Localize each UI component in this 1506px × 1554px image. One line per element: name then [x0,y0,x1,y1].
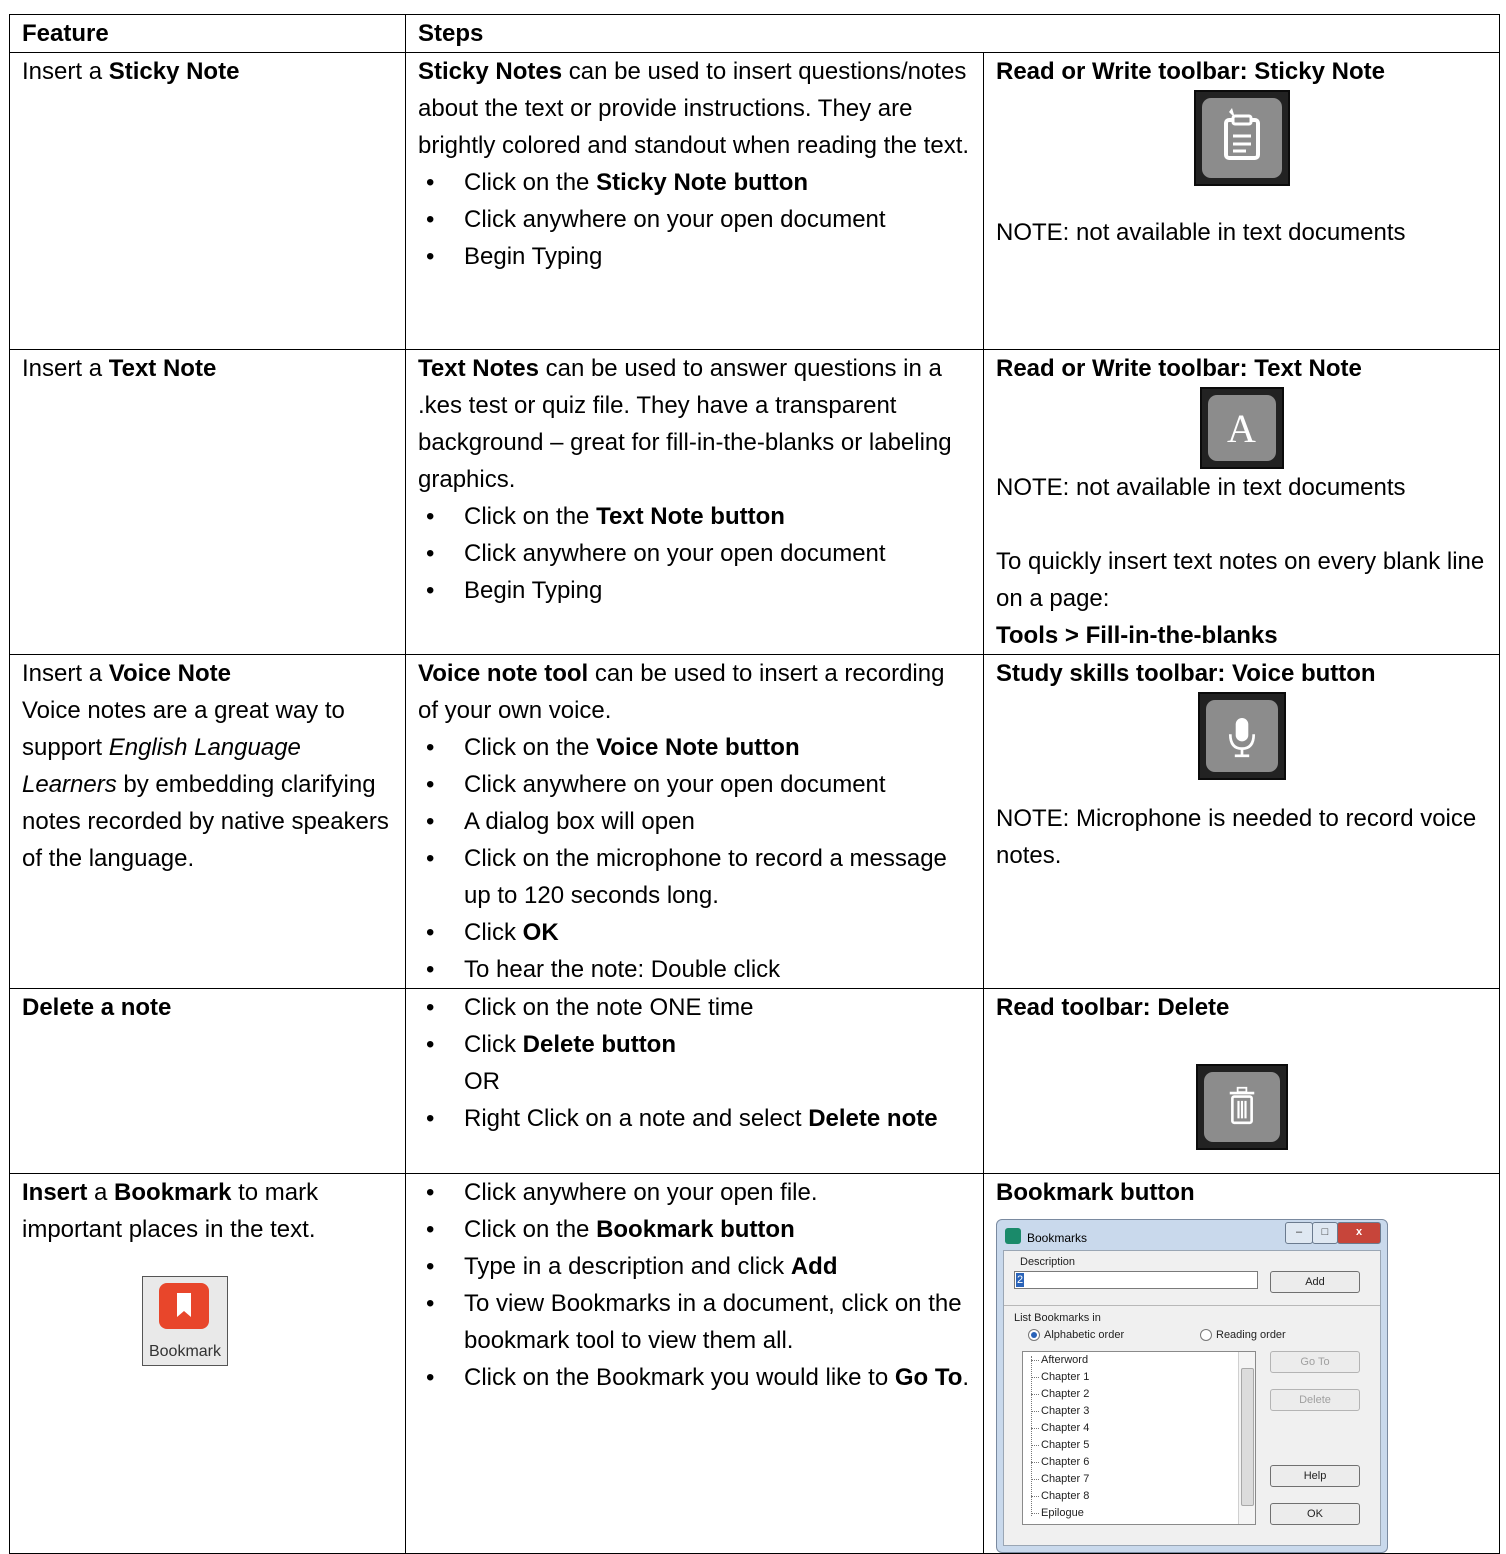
list-item: • A dialog box will open [418,803,971,840]
description: Sticky Notes can be used to insert questions/notes about the text or provide instructions. They are brightly colored and standout when reading the text. [418,58,970,159]
toolbar-cell [984,655,1500,989]
dialog-title-bar [1003,1226,1381,1246]
steps-list [418,498,971,609]
toolbar-cell [984,53,1500,350]
list-item: • Type in a description and click Add [418,1248,971,1285]
steps-cell [406,1174,984,1554]
row-text-note [10,350,1500,655]
description-label: Description [1020,1256,1076,1268]
list-item: • Click on the Sticky Note button [418,164,971,201]
steps-list [418,1174,971,1396]
tip-text: To quickly insert text notes on every blank line on a page: [996,548,1485,612]
header-steps: Steps [406,15,1500,53]
toolbar-title: Read toolbar: Delete [996,994,1230,1021]
text-note-icon[interactable] [1200,387,1284,469]
dialog-title: Bookmarks [1027,1231,1088,1245]
note-text: NOTE: not available in text documents [996,219,1406,246]
list-item: • Click Delete button [418,1026,971,1063]
note-text: NOTE: Microphone is needed to record voice notes. [996,805,1477,869]
toolbar-cell [984,350,1500,655]
trash-icon[interactable] [1196,1064,1288,1150]
description-input[interactable]: 2 [1014,1271,1258,1289]
bookmark-list[interactable] [1022,1351,1256,1525]
header-feature: Feature [10,15,406,53]
microphone-icon[interactable] [1198,692,1286,780]
steps-list [418,729,971,988]
app-logo-icon [1005,1228,1021,1244]
list-item[interactable]: Chapter 6 [1041,1456,1090,1468]
list-item[interactable]: Afterword [1041,1354,1089,1366]
list-item: • Click on the Bookmark you would like to Go To. [418,1359,971,1396]
steps-list [418,1100,971,1137]
steps-cell [406,989,984,1174]
list-item: • Click anywhere on your open document [418,201,971,238]
description: Voice note tool can be used to insert a recording of your own voice. [418,660,945,724]
list-item[interactable]: Epilogue [1041,1507,1084,1519]
list-item: • Click anywhere on your open document [418,535,971,572]
toolbar-title: Study skills toolbar: Voice button [996,660,1376,687]
steps-list [418,989,971,1063]
list-item: • Click on the note ONE time [418,989,971,1026]
list-item: • Right Click on a note and select Delete note [418,1100,971,1137]
feature-cell: Insert a Bookmark to mark important places in the text. Bookmark [10,1174,406,1554]
list-item[interactable]: Chapter 1 [1041,1371,1090,1383]
radio-reading-order[interactable] [1200,1329,1212,1341]
list-item: • Click on the microphone to record a message up to 120 seconds long. [418,840,971,914]
letter-a-icon: A [1208,395,1276,461]
steps-cell [406,350,984,655]
delete-button[interactable]: Delete [1270,1389,1360,1411]
row-delete-note [10,989,1500,1174]
steps-cell [406,53,984,350]
row-bookmark [10,1174,1500,1554]
list-item[interactable]: Chapter 7 [1041,1473,1090,1485]
go-to-button[interactable]: Go To [1270,1351,1360,1373]
list-item: • Click anywhere on your open document [418,766,971,803]
bookmark-button-icon[interactable]: Bookmark [142,1276,228,1366]
radio-alphabetic[interactable] [1028,1329,1040,1341]
list-item: • To view Bookmarks in a document, click on the bookmark tool to view them all. [418,1285,971,1359]
toolbar-title: Read or Write toolbar: Text Note [996,355,1362,382]
list-item: • Click anywhere on your open file. [418,1174,971,1211]
description: Text Notes can be used to answer questions in a .kes test or quiz file. They have a transparent background – great for fill-in-the-blanks or labeling graphics. [418,355,952,493]
features-table [9,14,1500,1554]
feature-cell: Insert a Sticky Note [10,53,406,350]
list-bookmarks-label: List Bookmarks in [1014,1312,1101,1324]
minimize-icon[interactable]: – [1285,1222,1313,1244]
header-row [10,15,1500,53]
list-item[interactable]: Chapter 4 [1041,1422,1090,1434]
toolbar-cell [984,1174,1500,1554]
dialog-body: Description 2 Add List Bookmarks in Alphabetic order Reading order Afterword Chapter 1 Chapter 2 Chapter 3 Chapter 4 Chapter 5 Chapter 6 Chapter 7 Chapter 8 Epilogue Go To Delete Help OK [1003,1250,1381,1546]
list-item[interactable]: Chapter 5 [1041,1439,1090,1451]
list-item: • Click on the Bookmark button [418,1211,971,1248]
feature-cell: Delete a note [10,989,406,1174]
steps-list [418,164,971,275]
list-item: • Click OK [418,914,971,951]
toolbar-title: Read or Write toolbar: Sticky Note [996,58,1385,85]
list-item[interactable]: Chapter 8 [1041,1490,1090,1502]
sticky-note-icon[interactable] [1194,90,1290,186]
list-item: • Click on the Voice Note button [418,729,971,766]
or-text: OR [464,1068,500,1095]
steps-cell [406,655,984,989]
list-item: • To hear the note: Double click [418,951,971,988]
list-item[interactable]: Chapter 3 [1041,1405,1090,1417]
close-icon[interactable]: x [1337,1222,1381,1244]
note-text: NOTE: not available in text documents [996,474,1406,501]
list-scrollbar[interactable] [1238,1352,1255,1524]
list-item[interactable]: Chapter 2 [1041,1388,1090,1400]
bookmarks-dialog [996,1219,1388,1553]
help-button[interactable]: Help [1270,1465,1360,1487]
row-sticky-note [10,53,1500,350]
list-item: • Begin Typing [418,572,971,609]
row-voice-note [10,655,1500,989]
maximize-icon[interactable]: □ [1312,1222,1338,1244]
feature-cell: Insert a Voice Note Voice notes are a great way to support English Language Learners by embedding clarifying notes recorded by native speakers of the language. [10,655,406,989]
add-button[interactable]: Add [1270,1271,1360,1293]
list-item: • Begin Typing [418,238,971,275]
ok-button[interactable]: OK [1270,1503,1360,1525]
feature-cell: Insert a Text Note [10,350,406,655]
tip-command: Tools > Fill-in-the-blanks [996,622,1278,649]
toolbar-title: Bookmark button [996,1179,1195,1206]
toolbar-cell [984,989,1500,1174]
list-item: • Click on the Text Note button [418,498,971,535]
